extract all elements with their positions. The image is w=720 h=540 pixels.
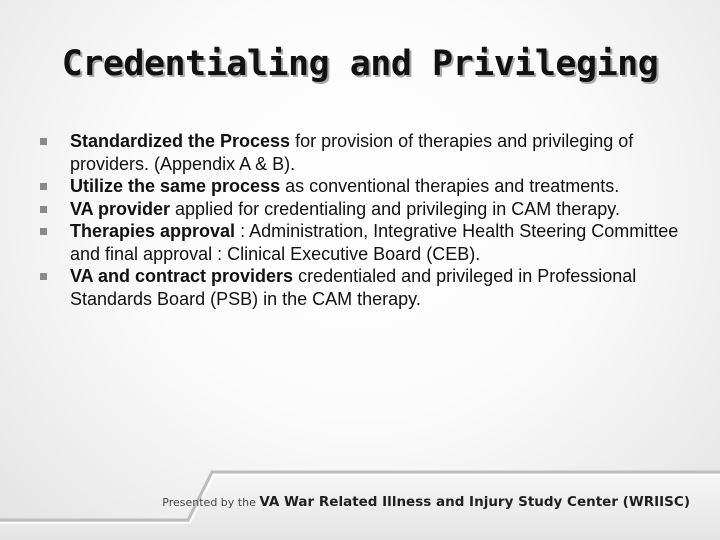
- bullet-bold-text: VA provider: [70, 198, 171, 219]
- bullet-bold-text: Standardized the Process: [70, 131, 291, 151]
- bullet-text: applied for credentialing and privileging in CAM therapy.: [170, 198, 620, 219]
- square-bullet-icon: [40, 138, 47, 145]
- square-bullet-icon: [40, 206, 47, 213]
- square-bullet-icon: [40, 183, 47, 190]
- bullet-item: [40, 220, 680, 265]
- footer-credit: [162, 494, 690, 510]
- footer-prefix: Presented by the: [162, 496, 260, 509]
- bullet-bold-text: Utilize the same process: [70, 176, 281, 196]
- bullet-text: for provision of therapies and privileging of providers. (Appendix A & B).: [70, 131, 634, 174]
- bullet-list: [40, 130, 680, 310]
- bullet-text: as conventional therapies and treatments.: [280, 176, 620, 196]
- bullet-bold-text: Therapies approval: [70, 221, 236, 241]
- bullet-bold-text: VA and contract providers: [70, 266, 294, 286]
- bullet-item: [40, 130, 680, 175]
- footer-band: [0, 468, 720, 540]
- slide-title: Credentialing and Privileging: [61, 44, 659, 84]
- square-bullet-icon: [40, 228, 47, 235]
- footer-org-name: VA War Related Illness and Injury Study Center (WRIISC): [259, 494, 690, 510]
- bullet-text: credentialed and privileged in Professional Standards Board (PSB) in the CAM therapy.: [70, 266, 637, 309]
- bullet-item: [40, 175, 680, 198]
- bullet-item: [40, 198, 680, 221]
- bullet-item: [40, 265, 680, 310]
- bullet-text: : Administration, Integrative Health Steering Committee and final approval : Clinical Executive Board (CEB).: [70, 221, 679, 264]
- square-bullet-icon: [40, 273, 47, 280]
